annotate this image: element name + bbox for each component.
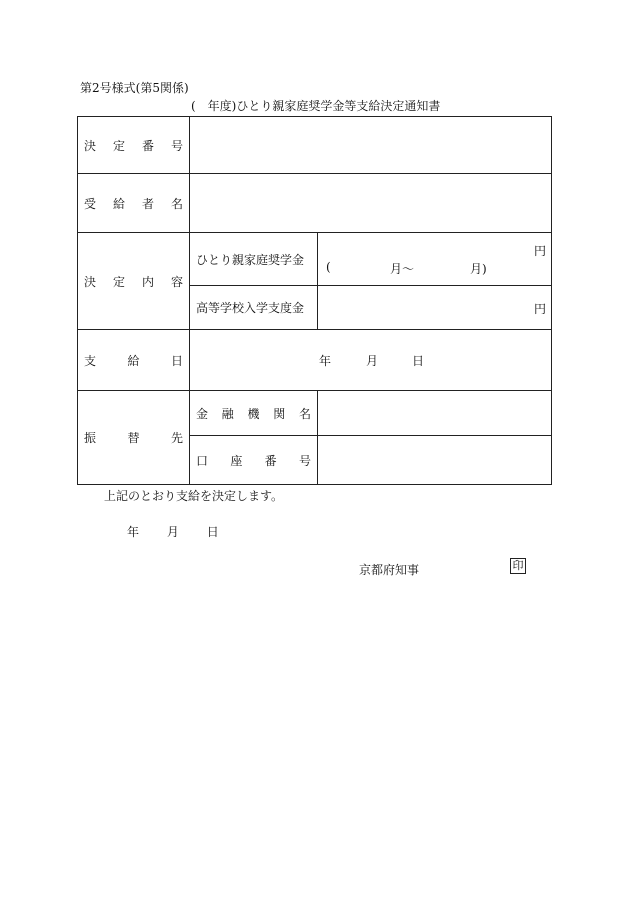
form-number-label: 第2号様式(第5関係) (80, 81, 189, 95)
closing-statement: 上記のとおり支給を決定します。 (104, 489, 284, 503)
label-char: 番 (264, 453, 277, 468)
label-scholarship (190, 233, 318, 286)
label-char: 名 (170, 196, 183, 211)
label-char: 者 (141, 196, 154, 211)
period-open-paren: ( (326, 260, 331, 274)
row-decision-number (78, 117, 552, 174)
label-payment-date (78, 330, 190, 391)
row-recipient-name (78, 174, 552, 233)
yen-unit: 円 (533, 244, 546, 258)
document-title: ( 年度)ひとり親家庭奨学金等支給決定通知書 (191, 99, 441, 113)
decision-table (77, 116, 552, 485)
value-payment-date[interactable] (190, 330, 552, 391)
value-enrollment[interactable] (318, 286, 552, 330)
label-char: 関 (273, 406, 286, 421)
value-decision-number[interactable] (190, 117, 552, 174)
value-bank-name[interactable] (318, 391, 552, 436)
label-char: 先 (170, 431, 183, 445)
label-decision-content (78, 233, 190, 330)
seal-mark: 印 (510, 558, 526, 574)
payment-month-unit: 月 (366, 354, 379, 368)
scholarship-label: ひとり親家庭奨学金 (196, 252, 305, 267)
label-char: 号 (298, 453, 311, 468)
payment-year-unit: 年 (319, 354, 332, 368)
label-char: 名 (298, 406, 311, 421)
label-char: 号 (170, 138, 183, 153)
enrollment-label: 高等学校入学支度金 (196, 301, 305, 315)
label-decision-number (78, 117, 190, 174)
issuer-name: 京都府知事 (359, 563, 420, 577)
issue-day-unit: 日 (206, 525, 219, 539)
label-char: 容 (170, 274, 183, 289)
payment-day-unit: 日 (412, 354, 425, 368)
label-char: 給 (112, 196, 125, 211)
label-char: 定 (112, 138, 125, 153)
label-char: 支 (84, 353, 97, 368)
label-char: 内 (141, 274, 154, 289)
label-char: 口 (196, 453, 209, 468)
label-char: 替 (127, 431, 140, 445)
period-to-month: 月) (470, 262, 487, 276)
label-char: 金 (196, 406, 209, 421)
row-payment-date (78, 330, 552, 391)
label-bank-name (190, 391, 318, 436)
label-char: 機 (247, 406, 260, 421)
label-char: 融 (221, 406, 234, 421)
label-enrollment (190, 286, 318, 330)
label-char: 日 (170, 353, 183, 368)
label-char: 決 (84, 138, 97, 153)
label-char: 受 (84, 196, 97, 211)
period-from-month: 月～ (390, 262, 415, 276)
issue-month-unit: 月 (166, 525, 179, 539)
label-char: 番 (141, 138, 154, 153)
label-char: 給 (127, 353, 140, 368)
value-recipient-name[interactable] (190, 174, 552, 233)
label-char: 振 (84, 431, 97, 445)
label-account-number (190, 436, 318, 485)
value-scholarship[interactable] (318, 233, 552, 286)
issue-year-unit: 年 (127, 525, 140, 539)
label-char: 決 (84, 274, 97, 289)
label-char: 座 (230, 453, 243, 468)
label-recipient-name (78, 174, 190, 233)
yen-unit: 円 (533, 302, 546, 316)
label-char: 定 (112, 274, 125, 289)
value-account-number[interactable] (318, 436, 552, 485)
issue-date (127, 523, 219, 540)
row-decision-content-scholarship (78, 233, 552, 286)
row-transfer-bank (78, 391, 552, 436)
label-transfer (78, 391, 190, 485)
